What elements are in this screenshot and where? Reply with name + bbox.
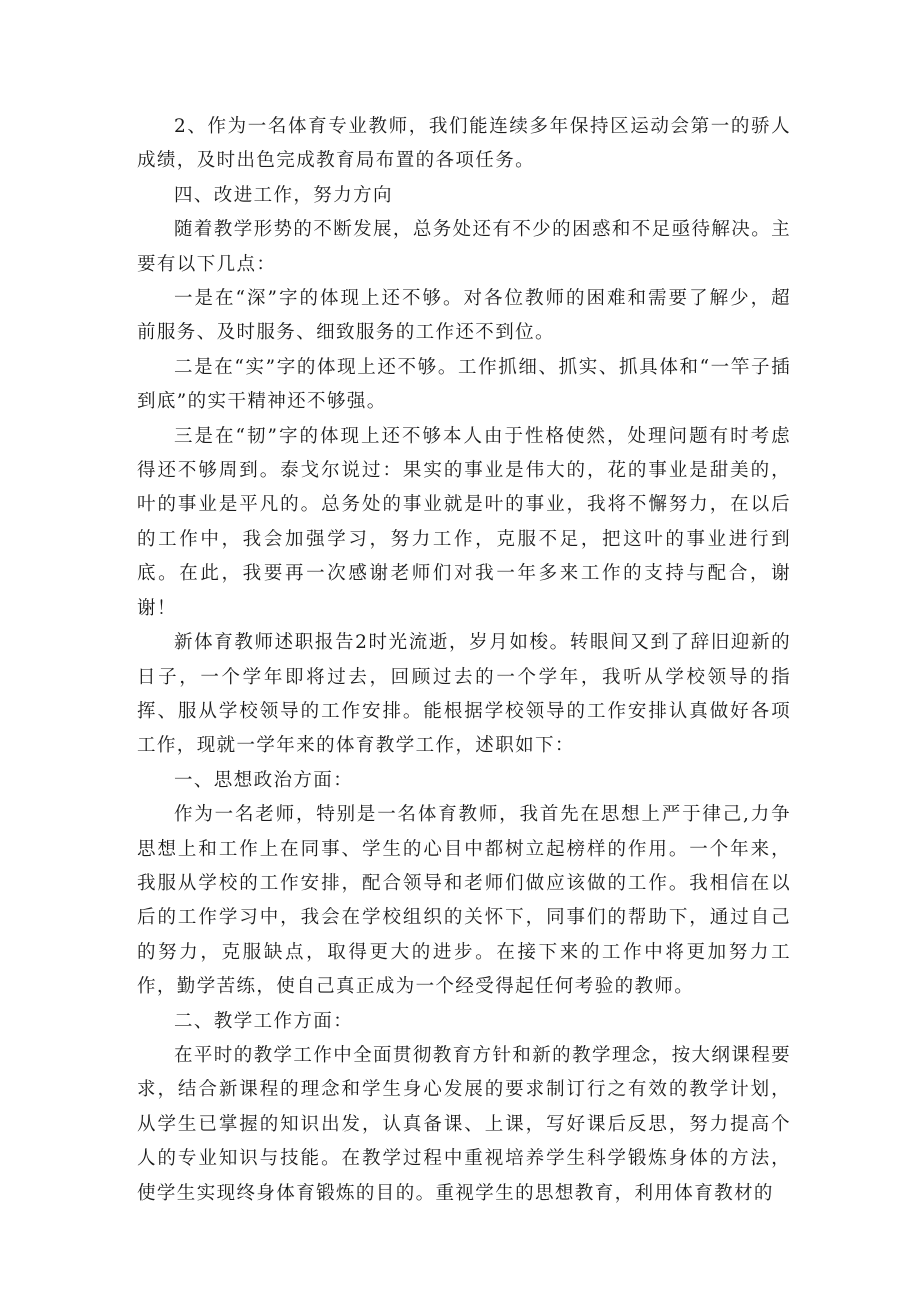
paragraph-report-2-intro: 新体育教师述职报告2时光流逝，岁月如梭。转眼间又到了辞旧迎新的日子，一个学年即将过去，回顾过去的一个学年，我听从学校领导的指挥、服从学校领导的工作安排。能根据学校领导的工作安排认真做好各项工作，现就一学年来的体育教学工作，述职如下： bbox=[137, 632, 791, 757]
paragraph-achievement: 2、作为一名体育专业教师，我们能连续多年保持区运动会第一的骄人成绩，及时出色完成教育局布置的各项任务。 bbox=[137, 116, 791, 172]
heading-improvement: 四、改进工作，努力方向 bbox=[174, 184, 393, 206]
document-page bbox=[137, 110, 791, 1211]
heading-ideology: 一、思想政治方面： bbox=[174, 769, 354, 791]
paragraph-teaching: 在平时的教学工作中全面贯彻教育方针和新的教学理念，按大纲课程要求，结合新课程的理念和学生身心发展的要求制订行之有效的教学计划，从学生已掌握的知识出发，认真备课、上课，写好课后反思，努力提高个人的专业知识与技能。在教学过程中重视培养学生科学锻炼身体的方法，使学生实现终身体育锻炼的目的。重视学生的思想教育，利用体育教材的 bbox=[137, 1044, 791, 1204]
paragraph-point-solid: 二是在“实”字的体现上还不够。工作抓细、抓实、抓具体和“一竿子插到底”的实干精神还不够强。 bbox=[137, 356, 791, 413]
paragraph-point-tenacity: 三是在“韧”字的体现上还不够本人由于性格使然，处理问题有时考虑得还不够周到。泰戈尔说过：果实的事业是伟大的，花的事业是甜美的，叶的事业是平凡的。总务处的事业就是叶的事业，我将不懈努力，在以后的工作中，我会加强学习，努力工作，克服不足，把这叶的事业进行到底。在此，我要再一次感谢老师们对我一年多来工作的支持与配合，谢谢！ bbox=[137, 425, 791, 619]
paragraph-intro-problems: 随着教学形势的不断发展，总务处还有不少的困惑和不足亟待解决。主要有以下几点： bbox=[137, 219, 791, 275]
heading-teaching: 二、教学工作方面： bbox=[174, 1010, 354, 1032]
paragraph-point-deep: 一是在“深”字的体现上还不够。对各位教师的困难和需要了解少，超前服务、及时服务、细致服务的工作还不到位。 bbox=[137, 288, 791, 344]
paragraph-ideology: 作为一名老师，特别是一名体育教师，我首先在思想上严于律己,力争思想上和工作上在同事、学生的心目中都树立起榜样的作用。一个年来，我服从学校的工作安排，配合领导和老师们做应该做的工作。我相信在以后的工作学习中，我会在学校组织的关怀下，同事们的帮助下，通过自己的努力，克服缺点，取得更大的进步。在接下来的工作中将更加努力工作，勤学苦练，使自己真正成为一个经受得起任何考验的教师。 bbox=[137, 804, 791, 998]
